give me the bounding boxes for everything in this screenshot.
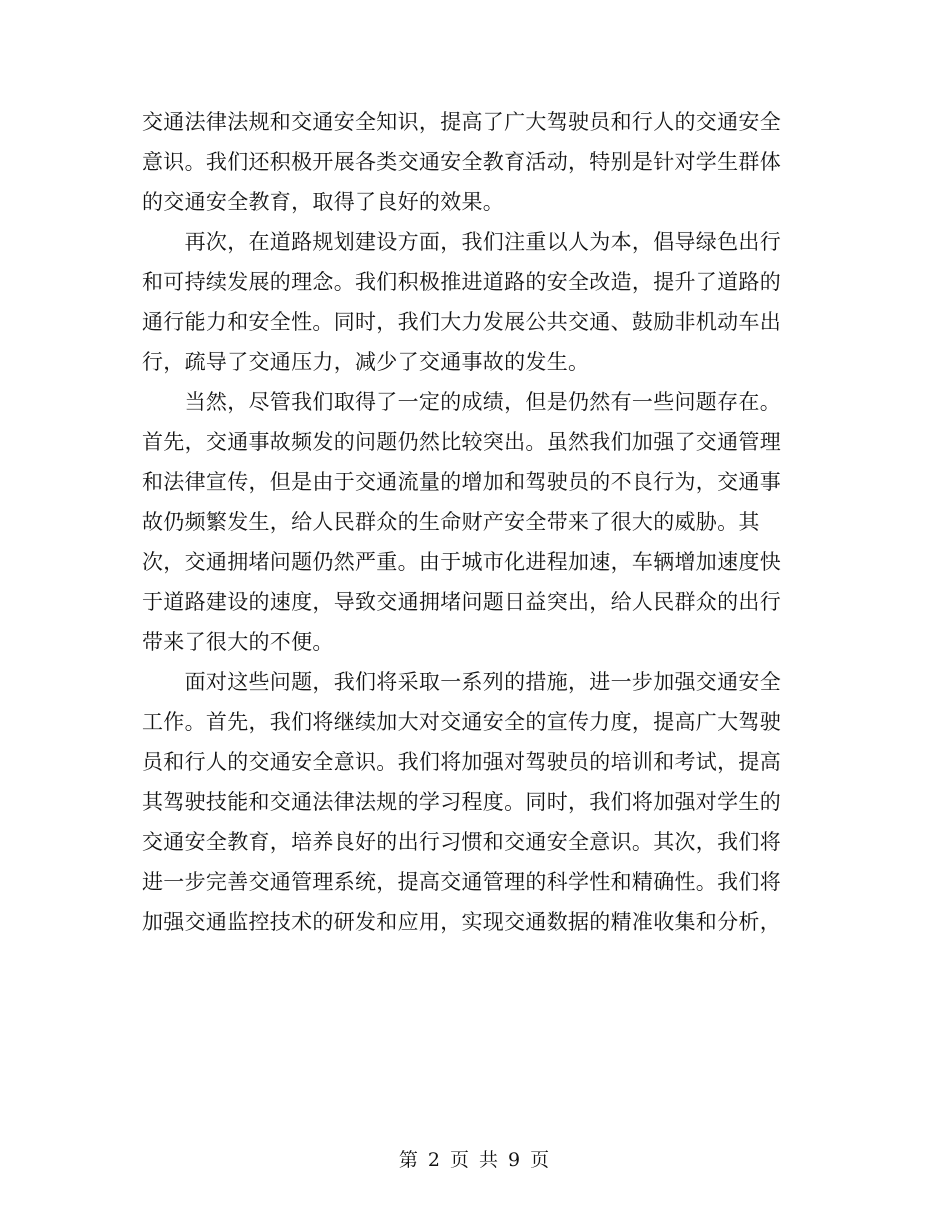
text-line: 次，交通拥堵问题仍然严重。由于城市化进程加速，车辆增加速度快 <box>142 550 781 574</box>
text-line: 于道路建设的速度，导致交通拥堵问题日益突出，给人民群众的出行 <box>142 590 781 614</box>
text-line: 故仍频繁发生，给人民群众的生命财产安全带来了很大的威胁。其 <box>142 510 760 534</box>
text-line: 再次，在道路规划建设方面，我们注重以人为本，倡导绿色出行 <box>142 230 781 254</box>
text-line: 工作。首先，我们将继续加大对交通安全的宣传力度，提高广大驾驶 <box>142 710 781 734</box>
text-line: 通行能力和安全性。同时，我们大力发展公共交通、鼓励非机动车出 <box>142 310 781 334</box>
text-line: 当然，尽管我们取得了一定的成绩，但是仍然有一些问题存在。 <box>142 390 781 414</box>
text-line: 和法律宣传，但是由于交通流量的增加和驾驶员的不良行为，交通事 <box>142 470 781 494</box>
page-number-footer: 第 2 页 共 9 页 <box>398 1149 552 1171</box>
text-line: 其驾驶技能和交通法律法规的学习程度。同时，我们将加强对学生的 <box>142 790 781 814</box>
body-text <box>142 102 802 942</box>
text-line: 进一步完善交通管理系统，提高交通管理的科学性和精确性。我们将 <box>142 870 781 894</box>
text-line: 员和行人的交通安全意识。我们将加强对驾驶员的培训和考试，提高 <box>142 750 781 774</box>
text-line: 行，疏导了交通压力，减少了交通事故的发生。 <box>142 350 590 374</box>
text-line: 交通法律法规和交通安全知识，提高了广大驾驶员和行人的交通安全 <box>142 110 781 134</box>
text-line: 交通安全教育，培养良好的出行习惯和交通安全意识。其次，我们将 <box>142 830 781 854</box>
text-line: 首先，交通事故频发的问题仍然比较突出。虽然我们加强了交通管理 <box>142 430 781 454</box>
text-line: 加强交通监控技术的研发和应用，实现交通数据的精准收集和分析， <box>142 910 781 934</box>
text-line: 的交通安全教育，取得了良好的效果。 <box>142 190 505 214</box>
text-line: 带来了很大的不便。 <box>142 630 334 654</box>
text-line: 意识。我们还积极开展各类交通安全教育活动，特别是针对学生群体 <box>142 150 781 174</box>
text-line: 面对这些问题，我们将采取一系列的措施，进一步加强交通安全 <box>142 670 781 694</box>
text-line: 和可持续发展的理念。我们积极推进道路的安全改造，提升了道路的 <box>142 270 781 294</box>
